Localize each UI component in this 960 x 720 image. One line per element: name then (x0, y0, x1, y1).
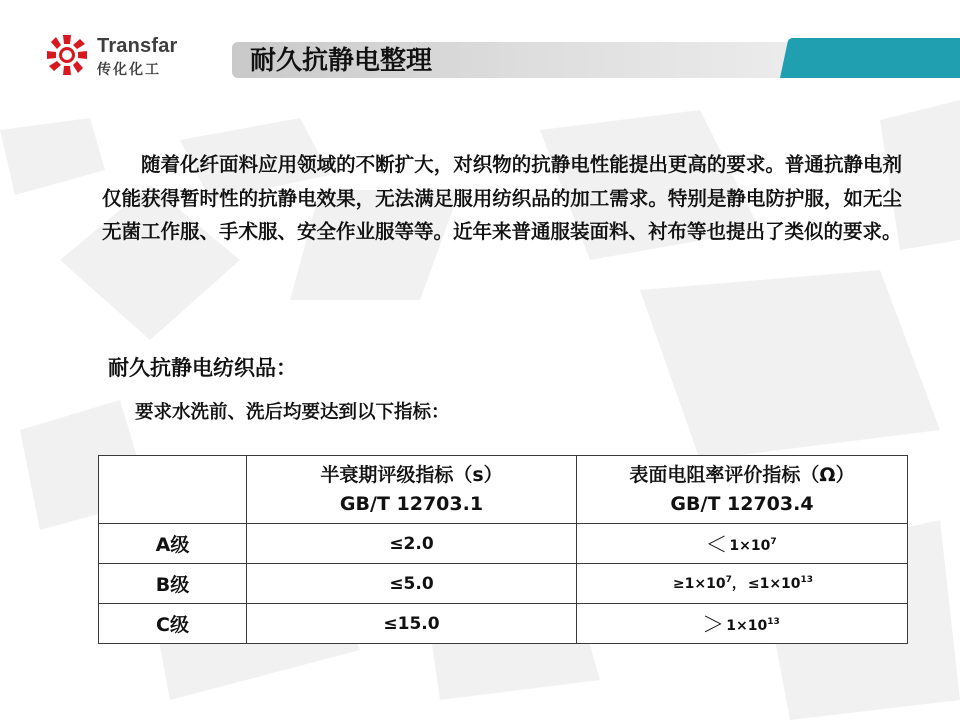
logo-brand-en: Transfar (97, 35, 178, 57)
title-accent-stripe (780, 38, 960, 78)
header-resistivity-title: 表面电阻率评价指标（Ω） (629, 463, 855, 486)
header-cell-resistivity (577, 456, 908, 524)
transfar-logo-icon (45, 33, 89, 77)
resistivity-cell: $\ge 1\times 10^7$， $\le 1\times 10^{13}$ (577, 564, 908, 604)
antistatic-spec-table (98, 455, 908, 644)
table-row (99, 604, 908, 644)
half-life-cell: ≤15.0 (247, 604, 577, 644)
resistivity-cell: ＜ $1\times 10^7$ (577, 524, 908, 564)
section-heading: 耐久抗静电纺织品： (108, 356, 297, 380)
table-row (99, 564, 908, 604)
page-title: 耐久抗静电整理 (250, 46, 433, 76)
header-half-life-title: 半衰期评级指标（s） (320, 463, 503, 486)
grade-cell: B级 (99, 564, 247, 604)
intro-paragraph: 随着化纤面料应用领域的不断扩大，对织物的抗静电性能提出更高的要求。普通抗静电剂仅能获得暂时性的抗静电效果，无法满足服用纺织品的加工需求。特别是静电防护服，如无尘无菌工作服、手术服、安全作业服等等。近年来普通服装面料、衬布等也提出了类似的要求。 (102, 153, 902, 243)
grade-cell: A级 (99, 524, 247, 564)
table-header-row (99, 456, 908, 524)
company-logo (45, 33, 195, 81)
section-subheading: 要求水洗前、洗后均要达到以下指标： (135, 402, 450, 423)
resistivity-cell: ＞ $1\times 10^{13}$ (577, 604, 908, 644)
table-row (99, 524, 908, 564)
logo-brand-cn: 传化化工 (97, 62, 161, 78)
header-resistivity-standard: GB/T 12703.4 (670, 492, 814, 515)
grade-cell: C级 (99, 604, 247, 644)
header-half-life-standard: GB/T 12703.1 (339, 492, 484, 515)
half-life-cell: ≤2.0 (247, 524, 577, 564)
half-life-cell: ≤5.0 (247, 564, 577, 604)
header-cell-empty (99, 456, 247, 524)
header-cell-half-life (247, 456, 577, 524)
